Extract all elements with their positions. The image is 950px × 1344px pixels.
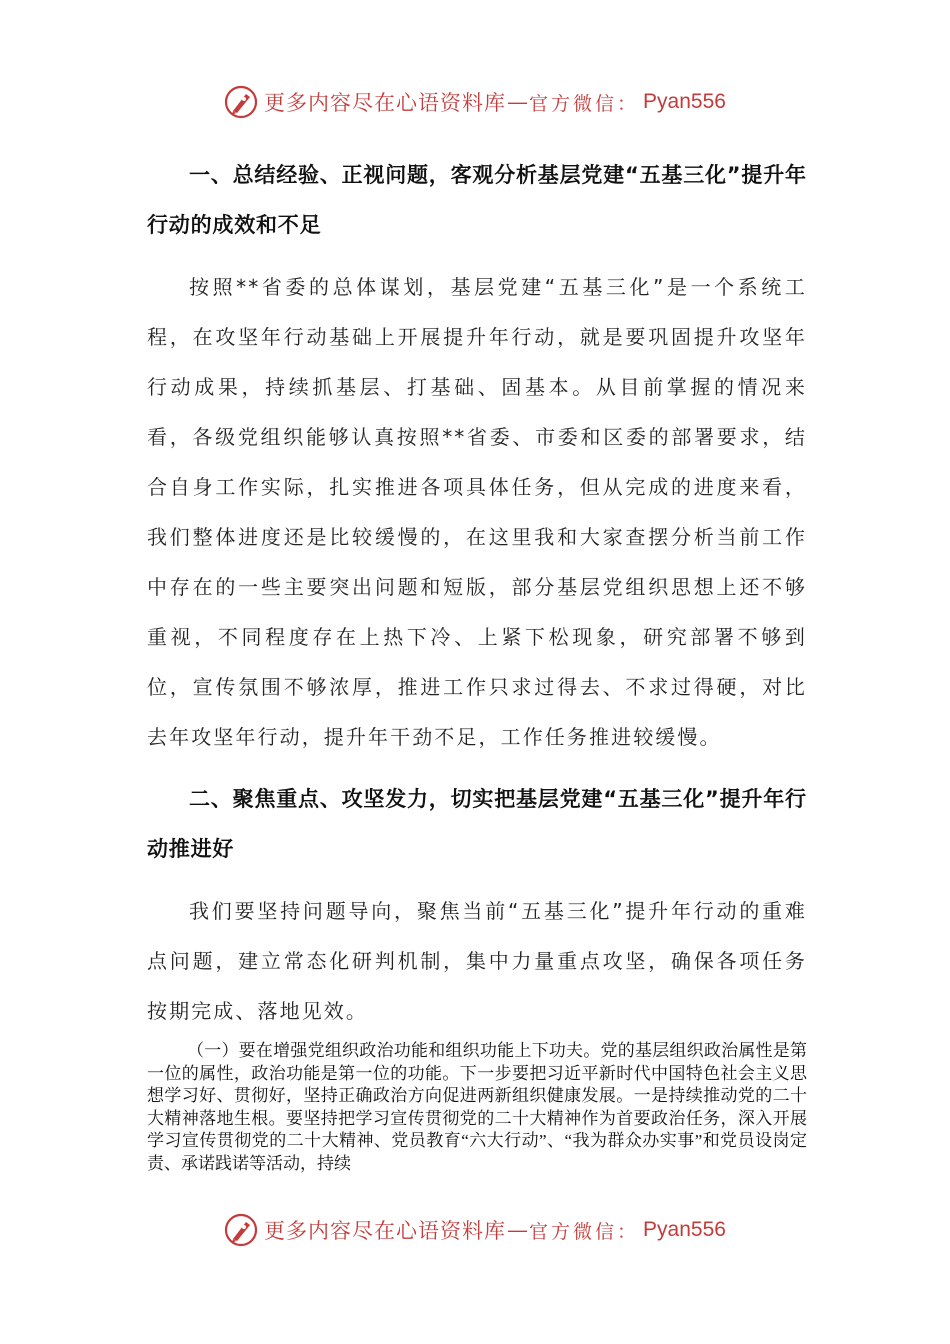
pen-circle-icon [224,1213,258,1247]
document-body [147,150,807,1036]
watermark-label: 官方微信： [529,1220,640,1243]
section-heading-1: 一、总结经验、正视问题，客观分析基层党建“五基三化”提升年行动的成效和不足 [147,163,807,237]
watermark-wechat-id: Pyan556 [643,1218,726,1241]
watermark-dash: — [507,1218,529,1242]
watermark-main-text: 更多内容尽在心语资料库 [264,1219,507,1243]
pen-circle-icon [224,85,258,119]
watermark-header [0,82,950,122]
watermark-footer [0,1210,950,1250]
watermark-dash: — [507,90,529,114]
watermark-wechat-id: Pyan556 [643,90,726,113]
watermark-main-text: 更多内容尽在心语资料库 [264,91,507,115]
section-heading-2: 二、聚焦重点、攻坚发力，切实把基层党建“五基三化”提升年行动推进好 [147,787,807,861]
watermark-label: 官方微信： [529,92,640,115]
paragraph-2: 我们要坚持问题导向，聚焦当前“五基三化”提升年行动的重难点问题，建立常态化研判机制，集中力量重点攻坚，确保各项任务按期完成、落地见效。 [147,899,807,1023]
paragraph-3: （一）要在增强党组织政治功能和组织功能上下功夫。党的基层组织政治属性是第一位的属性，政治功能是第一位的功能。下一步要把习近平新时代中国特色社会主义思想学习好、贯彻好，坚持正确政治方向促进两新组织健康发展。一是持续推动党的二十大精神落地生根。要坚持把学习宣传贯彻党的二十大精神作为首要政治任务，深入开展学习宣传贯彻党的二十大精神、党员教育“六大行动”、“我为群众办实事”和党员设岗定责、承诺践诺等活动，持续 [147,1041,807,1173]
paragraph-1: 按照**省委的总体谋划，基层党建“五基三化”是一个系统工程，在攻坚年行动基础上开展提升年行动，就是要巩固提升攻坚年行动成果，持续抓基层、打基础、固基本。从目前掌握的情况来看，各级党组织能够认真按照**省委、市委和区委的部署要求，结合自身工作实际，扎实推进各项具体任务，但从完成的进度来看，我们整体进度还是比较缓慢的，在这里我和大家查摆分析当前工作中存在的一些主要突出问题和短版，部分基层党组织思想上还不够重视，不同程度存在上热下冷、上紧下松现象，研究部署不够到位，宣传氛围不够浓厚，推进工作只求过得去、不求过得硬，对比去年攻坚年行动，提升年干劲不足，工作任务推进较缓慢。 [147,275,807,749]
